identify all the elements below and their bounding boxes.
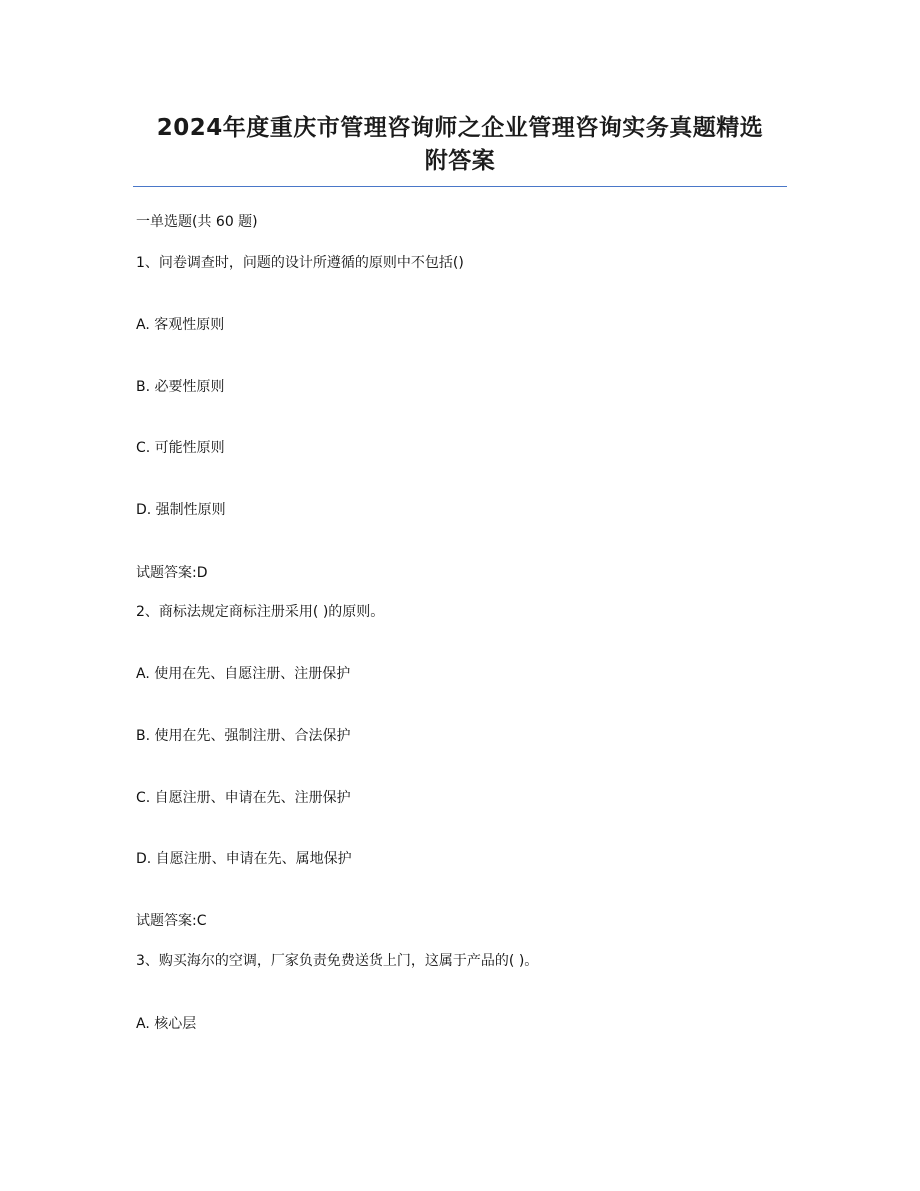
question-3-stem: 3、购买海尔的空调，厂家负责免费送货上门，这属于产品的( )。 — [136, 953, 539, 969]
question-1-option-c: C. 可能性原则 — [136, 440, 225, 456]
title-divider — [133, 186, 787, 187]
question-1-option-a: A. 客观性原则 — [136, 317, 225, 333]
question-2-stem: 2、商标法规定商标注册采用( )的原则。 — [136, 604, 385, 620]
question-1-answer: 试题答案:D — [136, 565, 208, 581]
section-heading: 一单选题(共 60 题) — [136, 214, 258, 230]
question-3-option-a: A. 核心层 — [136, 1016, 197, 1032]
question-2-option-a: A. 使用在先、自愿注册、注册保护 — [136, 666, 351, 682]
question-1-option-b: B. 必要性原则 — [136, 379, 225, 395]
question-2-answer: 试题答案:C — [136, 913, 207, 929]
question-2-option-c: C. 自愿注册、申请在先、注册保护 — [136, 790, 351, 806]
document-title — [133, 112, 787, 178]
title-line-2: 附答案 — [424, 148, 496, 174]
title-line-1: 2024年度重庆市管理咨询师之企业管理咨询实务真题精选 — [156, 115, 764, 141]
question-1-stem: 1、问卷调查时，问题的设计所遵循的原则中不包括() — [136, 255, 464, 271]
question-2-option-d: D. 自愿注册、申请在先、属地保护 — [136, 851, 352, 867]
question-1-option-d: D. 强制性原则 — [136, 502, 226, 518]
question-2-option-b: B. 使用在先、强制注册、合法保护 — [136, 728, 351, 744]
